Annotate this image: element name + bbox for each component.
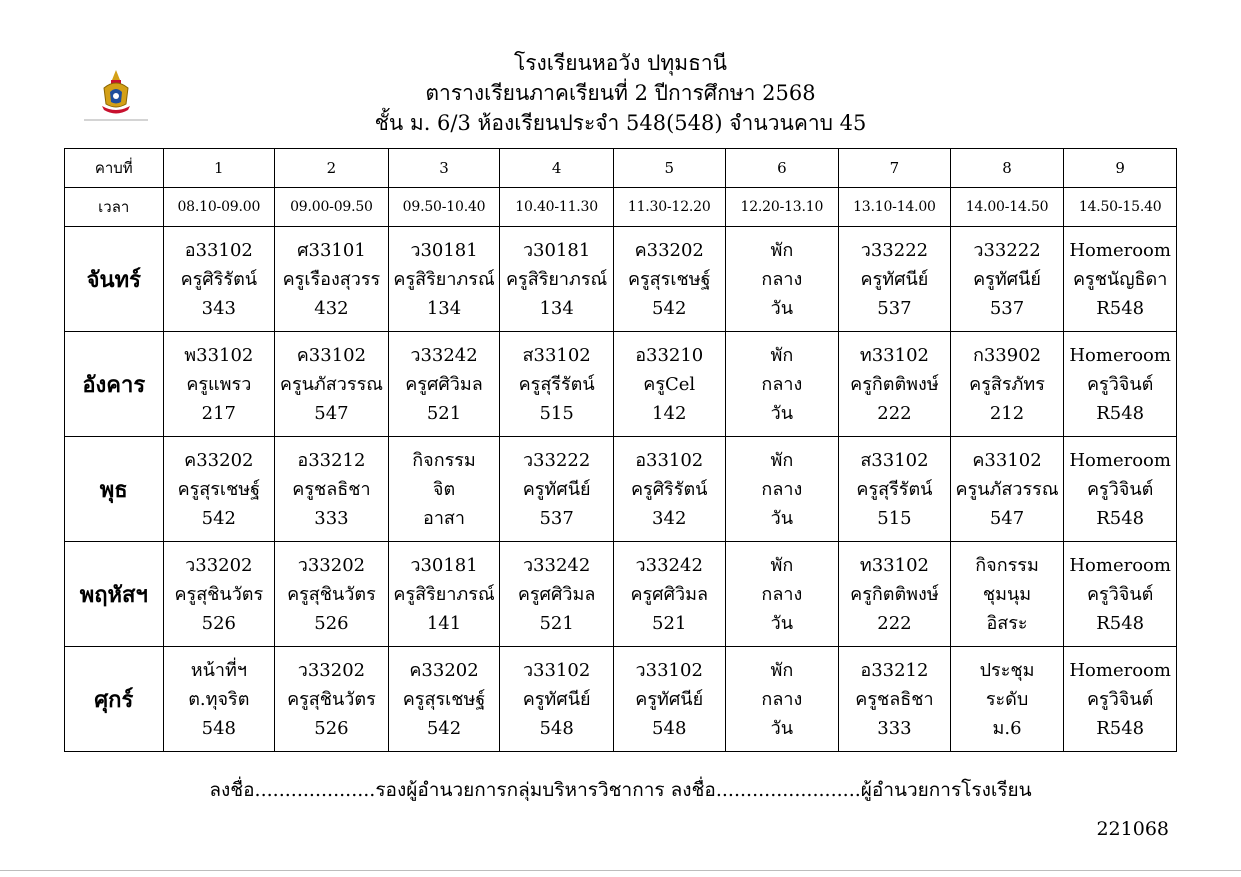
slot-teacher: ครูวิจินต์: [1086, 688, 1154, 710]
time-label: เวลา: [65, 188, 164, 227]
slot-code: ว33102: [522, 659, 591, 681]
slot-teacher: ครูศศิวิมล: [517, 583, 596, 605]
slot-teacher: กลาง: [761, 688, 803, 710]
slot-code: Homeroom: [1069, 344, 1171, 366]
period-number: 7: [839, 149, 951, 188]
class-info: ชั้น ม. 6/3 ห้องเรียนประจำ 548(548) จำนวนคาบ 45: [374, 111, 867, 135]
slot-code: ว30181: [410, 239, 478, 261]
slot-room: วัน: [770, 612, 794, 634]
slot-code: Homeroom: [1069, 239, 1171, 261]
schedule-slot: [613, 437, 725, 542]
slot-room: วัน: [770, 297, 794, 319]
slot-room: 212: [989, 402, 1025, 424]
period-number: 9: [1064, 149, 1177, 188]
slot-room: 542: [201, 507, 236, 529]
schedule-slot: [839, 227, 951, 332]
slot-room: 141: [426, 612, 462, 634]
schedule-slot: [613, 647, 725, 752]
slot-teacher: ครูทัศนีย์: [635, 688, 704, 710]
period-time: 09.00-09.50: [275, 188, 389, 227]
slot-code: ค33202: [634, 239, 704, 261]
slot-teacher: กลาง: [761, 583, 803, 605]
schedule-slot: [388, 332, 500, 437]
period-time: 08.10-09.00: [163, 188, 275, 227]
slot-code: พัก: [770, 239, 794, 261]
schedule-slot: [839, 542, 951, 647]
slot-code: พัก: [770, 554, 794, 576]
slot-code: ว33242: [410, 344, 478, 366]
slot-code: อ33102: [184, 239, 253, 261]
slot-teacher: ครูสุชินวัตร: [174, 583, 264, 605]
timetable: [64, 148, 1177, 752]
signature-line: ลงชื่อ....................รองผู้อำนวยการกลุ่มบริหารวิชาการ ลงชื่อ........................ผู้อำนวยการโรงเรียน: [209, 779, 1032, 801]
schedule-slot: [163, 542, 275, 647]
slot-room: 515: [877, 507, 912, 529]
schedule-slot: [388, 647, 500, 752]
schedule-slot: [388, 437, 500, 542]
slot-room: 342: [652, 507, 687, 529]
slot-teacher: ครูทัศนีย์: [973, 268, 1041, 290]
slot-teacher: ครูสิริยาภรณ์: [393, 583, 495, 605]
slot-room: 222: [877, 612, 912, 634]
slot-teacher: ต.ทุจริต: [188, 688, 250, 710]
slot-room: 222: [877, 402, 912, 424]
slot-room: 548: [652, 717, 687, 739]
schedule-slot: [163, 647, 275, 752]
slot-room: R548: [1096, 717, 1145, 739]
schedule-slot: [950, 227, 1064, 332]
schedule-slot: [950, 437, 1064, 542]
slot-room: 542: [652, 297, 687, 319]
slot-code: กิจกรรม: [412, 449, 476, 471]
slot-room: 432: [314, 297, 349, 319]
slot-code: ศ33101: [297, 239, 366, 261]
period-time: 09.50-10.40: [388, 188, 500, 227]
slot-teacher: ครูศศิวิมล: [630, 583, 709, 605]
day-row: [65, 332, 1177, 437]
slot-teacher: ครูทัศนีย์: [522, 688, 591, 710]
schedule-slot: [163, 437, 275, 542]
slot-code: ประชุม: [979, 659, 1035, 681]
schedule-slot: [725, 227, 839, 332]
slot-teacher: จิต: [432, 478, 456, 500]
schedule-slot: [725, 332, 839, 437]
slot-teacher: ครูสุรเชษฐ์: [627, 268, 711, 290]
slot-room: 343: [201, 297, 236, 319]
slot-room: 548: [201, 717, 236, 739]
schedule-slot: [500, 437, 614, 542]
slot-teacher: ครูศศิวิมล: [405, 373, 483, 395]
schedule-slot: [275, 647, 389, 752]
schedule-slot: [500, 542, 614, 647]
schedule-slot: [950, 647, 1064, 752]
period-time: 12.20-13.10: [725, 188, 839, 227]
slot-code: Homeroom: [1069, 659, 1171, 681]
slot-teacher: ครูCel: [643, 373, 696, 395]
slot-room: วัน: [770, 717, 794, 739]
slot-room: 547: [314, 402, 349, 424]
period-number: 1: [163, 149, 275, 188]
slot-room: 134: [539, 297, 574, 319]
schedule-slot: [725, 542, 839, 647]
slot-teacher: ครูแพรว: [186, 373, 252, 395]
schedule-slot: [613, 227, 725, 332]
slot-teacher: กลาง: [761, 373, 803, 395]
schedule-slot: [163, 227, 275, 332]
schedule-slot: [388, 542, 500, 647]
period-number: 6: [725, 149, 839, 188]
slot-room: 548: [539, 717, 574, 739]
school-name: โรงเรียนหอวัง ปทุมธานี: [513, 51, 728, 75]
slot-code: Homeroom: [1069, 449, 1171, 471]
slot-code: ว33222: [973, 239, 1041, 261]
schedule-slot: [839, 647, 951, 752]
slot-teacher: ครูชนัญธิดา: [1072, 268, 1168, 290]
period-time: 14.00-14.50: [950, 188, 1064, 227]
period-time: 11.30-12.20: [613, 188, 725, 227]
period-label: คาบที่: [65, 149, 164, 188]
period-time: 10.40-11.30: [500, 188, 614, 227]
slot-teacher: ครูสุรเชษฐ์: [402, 688, 486, 710]
slot-teacher: ครูกิตติพงษ์: [850, 583, 939, 605]
period-number: 5: [613, 149, 725, 188]
schedule-slot: [275, 437, 389, 542]
day-row: [65, 647, 1177, 752]
schedule-slot: [500, 227, 614, 332]
slot-room: R548: [1096, 297, 1145, 319]
period-number: 3: [388, 149, 500, 188]
slot-teacher: ครูศิริรัตน์: [631, 478, 708, 500]
day-name: พุธ: [65, 437, 164, 542]
slot-code: ว33202: [297, 554, 366, 576]
slot-teacher: ครูสิรภัทร: [969, 373, 1045, 395]
slot-teacher: ครูสุชินวัตร: [287, 583, 376, 605]
slot-teacher: ครูทัศนีย์: [522, 478, 591, 500]
document-header: [0, 48, 1241, 138]
slot-code: พัก: [770, 344, 794, 366]
slot-code: อ33102: [635, 449, 704, 471]
schedule-slot: [1064, 227, 1177, 332]
slot-code: ว33222: [860, 239, 929, 261]
period-header-row: [65, 149, 1177, 188]
period-number: 4: [500, 149, 614, 188]
slot-code: ก33902: [972, 344, 1042, 366]
day-name: พฤหัสฯ: [65, 542, 164, 647]
schedule-slot: [500, 332, 614, 437]
slot-code: กิจกรรม: [975, 554, 1039, 576]
time-header-row: [65, 188, 1177, 227]
slot-room: 526: [201, 612, 236, 634]
schedule-slot: [1064, 542, 1177, 647]
slot-room: 521: [652, 612, 687, 634]
slot-teacher: ครูสิริยาภรณ์: [393, 268, 495, 290]
schedule-slot: [275, 227, 389, 332]
schedule-slot: [500, 647, 614, 752]
schedule-slot: [275, 332, 389, 437]
slot-teacher: ครูชลธิชา: [292, 478, 371, 500]
page-bottom-rule: [0, 870, 1241, 871]
slot-room: 521: [426, 402, 462, 424]
slot-teacher: ครูวิจินต์: [1086, 583, 1154, 605]
schedule-slot: [613, 332, 725, 437]
slot-code: ว30181: [410, 554, 478, 576]
slot-room: 333: [877, 717, 912, 739]
slot-code: อ33212: [860, 659, 929, 681]
slot-room: ม.6: [992, 717, 1022, 739]
slot-teacher: ครูทัศนีย์: [860, 268, 929, 290]
schedule-slot: [725, 437, 839, 542]
slot-room: 217: [201, 402, 236, 424]
schedule-slot: [163, 332, 275, 437]
slot-teacher: ครูวิจินต์: [1086, 478, 1154, 500]
slot-code: ว33242: [522, 554, 591, 576]
period-time: 13.10-14.00: [839, 188, 951, 227]
schedule-slot: [1064, 647, 1177, 752]
day-name: จันทร์: [65, 227, 164, 332]
slot-room: 521: [539, 612, 574, 634]
slot-code: ท33102: [859, 554, 929, 576]
day-row: [65, 227, 1177, 332]
slot-teacher: ครูสิริยาภรณ์: [506, 268, 608, 290]
slot-code: ท33102: [859, 344, 929, 366]
schedule-slot: [613, 542, 725, 647]
schedule-slot: [839, 332, 951, 437]
schedule-slot: [839, 437, 951, 542]
slot-teacher: ชุมนุม: [982, 583, 1032, 605]
slot-code: พัก: [770, 659, 794, 681]
slot-room: 537: [989, 297, 1025, 319]
slot-room: 515: [539, 402, 574, 424]
slot-teacher: ครูสุรเชษฐ์: [177, 478, 261, 500]
schedule-slot: [1064, 437, 1177, 542]
slot-room: R548: [1096, 612, 1145, 634]
slot-room: 526: [314, 717, 349, 739]
slot-room: R548: [1096, 507, 1145, 529]
slot-code: ว33202: [185, 554, 253, 576]
slot-code: ว33102: [635, 659, 703, 681]
slot-code: ส33102: [860, 449, 929, 471]
slot-teacher: ครูสุรีรัตน์: [856, 478, 933, 500]
slot-room: R548: [1096, 402, 1145, 424]
slot-room: 526: [314, 612, 349, 634]
day-row: [65, 542, 1177, 647]
slot-code: พ33102: [184, 344, 254, 366]
slot-room: 547: [989, 507, 1025, 529]
slot-teacher: ครูศิริรัตน์: [180, 268, 258, 290]
slot-code: อ33210: [635, 344, 704, 366]
document-code: 221068: [1096, 818, 1169, 840]
schedule-slot: [725, 647, 839, 752]
slot-code: ว33202: [297, 659, 366, 681]
slot-teacher: ครูชลธิชา: [855, 688, 934, 710]
schedule-slot: [275, 542, 389, 647]
slot-code: ส33102: [522, 344, 591, 366]
slot-code: ว30181: [522, 239, 591, 261]
slot-room: 333: [314, 507, 349, 529]
slot-code: ค33102: [972, 449, 1042, 471]
schedule-slot: [950, 542, 1064, 647]
slot-code: หน้าที่ฯ: [190, 659, 247, 681]
period-time: 14.50-15.40: [1064, 188, 1177, 227]
slot-teacher: ครูสุชินวัตร: [287, 688, 376, 710]
slot-code: อ33212: [297, 449, 366, 471]
slot-teacher: กลาง: [761, 478, 803, 500]
slot-room: 134: [426, 297, 462, 319]
day-row: [65, 437, 1177, 542]
slot-room: อาสา: [423, 507, 466, 529]
slot-room: 142: [652, 402, 687, 424]
slot-room: 542: [426, 717, 462, 739]
slot-code: ว33242: [635, 554, 703, 576]
slot-teacher: ครูวิจินต์: [1086, 373, 1154, 395]
slot-code: ค33202: [409, 659, 479, 681]
slot-code: ค33202: [184, 449, 254, 471]
day-name: อังคาร: [65, 332, 164, 437]
slot-room: วัน: [770, 507, 794, 529]
slot-teacher: ระดับ: [985, 688, 1029, 710]
schedule-slot: [950, 332, 1064, 437]
slot-room: 537: [539, 507, 574, 529]
slot-teacher: ครูนภัสวรรณ: [955, 478, 1059, 500]
schedule-slot: [388, 227, 500, 332]
slot-code: ว33222: [522, 449, 591, 471]
slot-code: พัก: [770, 449, 794, 471]
schedule-title: ตารางเรียนภาคเรียนที่ 2 ปีการศึกษา 2568: [425, 81, 816, 105]
schedule-slot: [1064, 332, 1177, 437]
day-name: ศุกร์: [65, 647, 164, 752]
slot-room: วัน: [770, 402, 794, 424]
slot-teacher: ครูนภัสวรรณ: [279, 373, 383, 395]
slot-teacher: กลาง: [761, 268, 803, 290]
slot-code: Homeroom: [1069, 554, 1171, 576]
slot-teacher: ครูเรืองสุวรร: [282, 268, 381, 290]
slot-code: ค33102: [296, 344, 367, 366]
slot-teacher: ครูสุรีรัตน์: [518, 373, 595, 395]
period-number: 2: [275, 149, 389, 188]
slot-room: อิสระ: [986, 612, 1028, 634]
slot-teacher: ครูกิตติพงษ์: [850, 373, 939, 395]
period-number: 8: [950, 149, 1064, 188]
slot-room: 537: [877, 297, 912, 319]
